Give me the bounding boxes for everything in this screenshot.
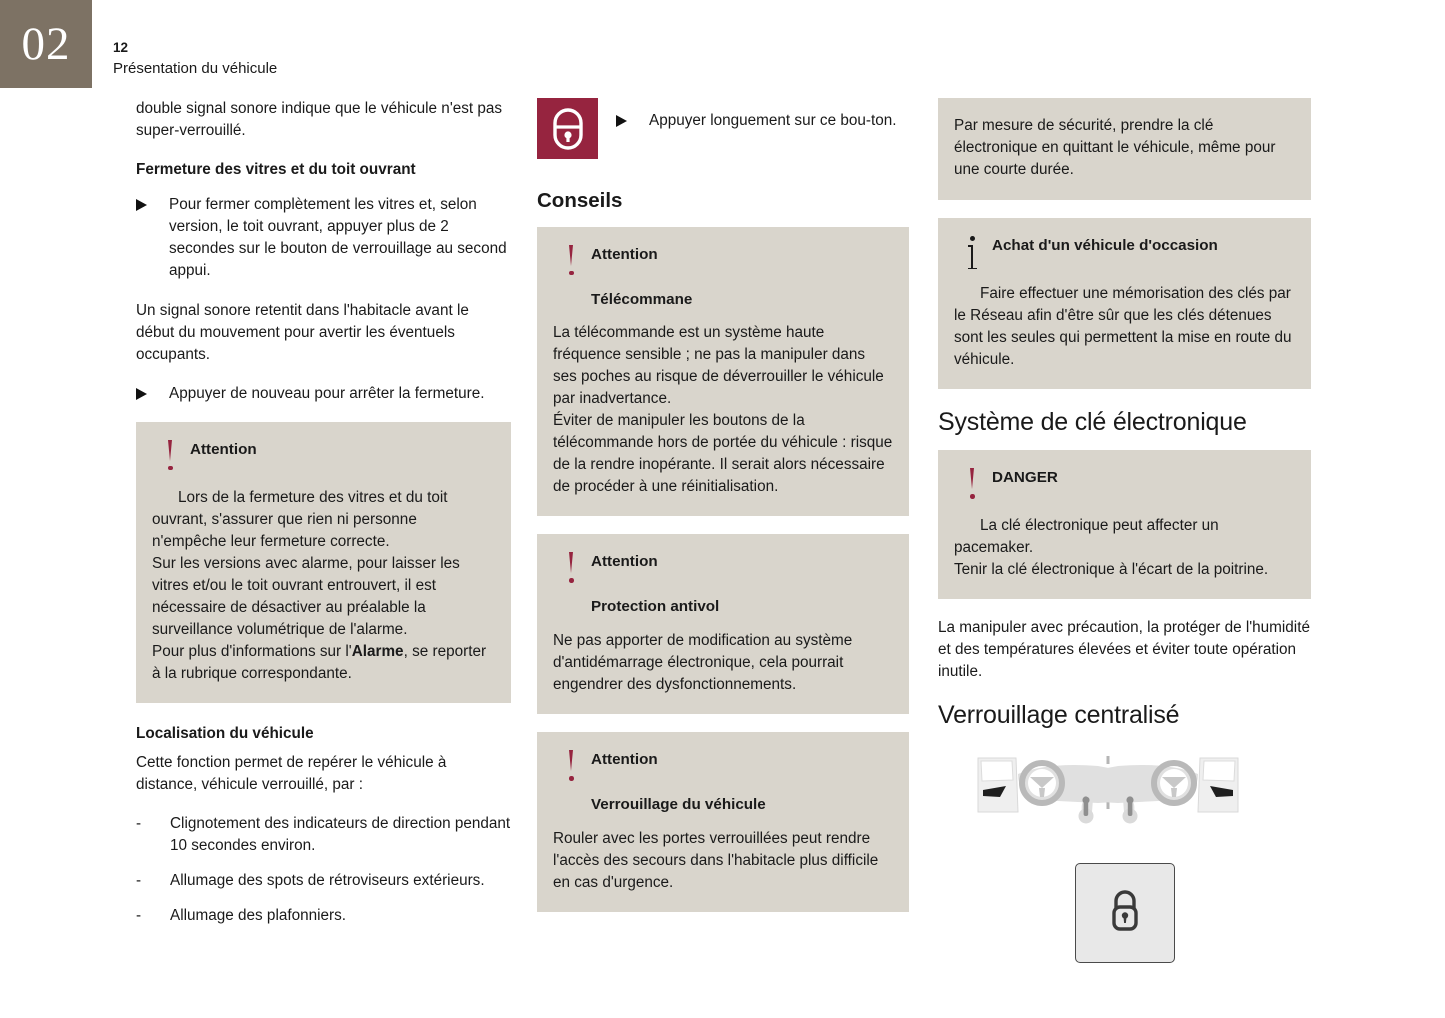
bullet-appuyer-text: Appuyer longuement sur ce bou-ton.: [649, 112, 897, 129]
heading-fermeture: Fermeture des vitres et du toit ouvrant: [136, 161, 416, 179]
callout-body-3-post: , se reporter à la rubrique correspondante.: [152, 642, 487, 682]
callout-body-3-pre: Pour plus d'informations sur l': [152, 642, 352, 660]
callout-header: [553, 244, 893, 279]
bullet-fermer: [136, 194, 511, 282]
info-callout-occasion: [938, 218, 1311, 389]
callout-body-text: Faire effectuer une mémorisation des clés par le Réseau afin d'être sûr que les clés détenues sont les seules qui permettent la mise en route du véhicule.: [954, 285, 1292, 369]
attention-callout-fermeture: [136, 422, 511, 703]
dash-bullet-icon: -: [136, 907, 142, 925]
heading-verrouillage-centralise: Verrouillage centralisé: [938, 701, 1180, 730]
page-header: [113, 40, 277, 78]
callout-title: Achat d'un véhicule d'occasion: [992, 237, 1218, 255]
central-lock-button[interactable]: [1075, 863, 1175, 963]
dash-bullet-icon: -: [136, 872, 142, 890]
paragraph-localisation: Cette fonction permet de repérer le véhicule à distance, véhicule verrouillé, par :: [136, 754, 447, 794]
callout-body-2: Éviter de manipuler les boutons de la télécommande hors de portée du véhicule : risque de la rendre inopérante. Il serait alors nécessaire de procéder à une réinitialisation.: [553, 412, 893, 496]
bullet-arreter-text: Appuyer de nouveau pour arrêter la fermeture.: [169, 384, 485, 402]
middle-column: [537, 98, 909, 930]
danger-body-2: Tenir la clé électronique à l'écart de la poitrine.: [954, 561, 1269, 579]
callout-body-2: Sur les versions avec alarme, pour laisser les vitres et/ou le toit ouvrant entrouvert, il est nécessaire de désactiver au préalable la surveillance volumétrique de l'alarme.: [152, 554, 460, 638]
lock-pill-icon: [537, 98, 598, 159]
danger-callout: [938, 450, 1311, 599]
bullet-fermer-text: Pour fermer complètement les vitres et, selon version, le toit ouvrant, appuyer plus de 2 secondes sur le bouton de verrouillage au second appui.: [169, 196, 507, 280]
list-item: [136, 905, 511, 927]
heading-systeme-cle: Système de clé électronique: [938, 408, 1247, 437]
callout-title: Attention: [591, 751, 658, 769]
chapter-tab: [0, 0, 92, 88]
intro-paragraph: double signal sonore indique que le véhicule n'est pas super-verrouillé.: [136, 100, 503, 140]
callout-body-1: Rouler avec les portes verrouillées peut rendre l'accès des secours dans l'habitacle plus difficile en cas d'urgence.: [553, 830, 879, 892]
dashboard-lhd-rhd-illustration: [938, 750, 1311, 837]
triangle-bullet-icon: [136, 388, 150, 405]
callout-header: [954, 235, 1295, 270]
callout-body-1-text: Lors de la fermeture des vitres et du toit ouvrant, s'assurer que rien ni personne n'empêche leur fermeture correcte.: [152, 488, 448, 550]
callout-body-3-bold: Alarme: [351, 642, 404, 660]
attention-callout-telecommande: [537, 227, 909, 517]
danger-body-1: [954, 515, 1295, 559]
callout-title: Attention: [591, 553, 658, 571]
exclamation-icon: [553, 551, 591, 586]
list-item-label: Allumage des spots de rétroviseurs extérieurs.: [170, 872, 485, 890]
callout-body-1: [152, 487, 495, 553]
callout-header: [152, 439, 495, 474]
exclamation-icon: [553, 749, 591, 784]
right-column: [938, 98, 1311, 963]
callout-header: [553, 551, 893, 586]
list-item: [136, 813, 511, 857]
exclamation-icon: [553, 244, 591, 279]
plain-callout-securite: [938, 98, 1311, 200]
exclamation-icon: [954, 467, 992, 502]
page-number: 12: [113, 40, 129, 55]
list-item-label: Allumage des plafonniers.: [170, 907, 347, 925]
attention-callout-antivol: [537, 534, 909, 714]
callout-subtitle: Télécommane: [591, 290, 693, 308]
callout-body-1: Ne pas apporter de modification au système d'antidémarrage électronique, cela pourrait engendrer des dysfonctionnements.: [553, 632, 853, 694]
callout-subtitle: Verrouillage du véhicule: [591, 796, 766, 814]
callout-body-1: La télécommande est un système haute fréquence sensible ; ne pas la manipuler dans ses poches au risque de déverrouiller le véhicule par inadvertance.: [553, 324, 884, 408]
paragraph-signal: Un signal sonore retentit dans l'habitacle avant le début du mouvement pour avertir les éventuels occupants.: [136, 301, 469, 363]
callout-body: [954, 283, 1295, 371]
paragraph-manipuler: La manipuler avec précaution, la protéger de l'humidité et des températures élevées et éviter toute opération inutile.: [938, 619, 1310, 681]
callout-subtitle: Protection antivol: [591, 598, 720, 616]
lock-badge-row: [537, 98, 909, 159]
chapter-number: 02: [21, 17, 71, 70]
heading-localisation: Localisation du véhicule: [136, 724, 314, 742]
callout-title: Attention: [190, 440, 257, 458]
list-item-label: Clignotement des indicateurs de direction pendant 10 secondes environ.: [170, 815, 511, 855]
exclamation-icon: [152, 439, 190, 474]
padlock-icon: [1106, 887, 1144, 938]
lock-button-wrapper: [938, 863, 1311, 963]
bullet-arreter: [136, 383, 511, 405]
list-item: [136, 870, 511, 892]
left-column: [136, 98, 511, 940]
plain-callout-text: Par mesure de sécurité, prendre la clé électronique en quittant le véhicule, même pour une courte durée.: [954, 117, 1276, 179]
danger-body-1-text: La clé électronique peut affecter un pacemaker.: [954, 517, 1219, 557]
callout-header: [553, 749, 893, 784]
triangle-bullet-icon: [616, 115, 630, 132]
triangle-bullet-icon: [136, 199, 150, 282]
dash-bullet-icon: -: [136, 815, 142, 833]
callout-title: DANGER: [992, 469, 1058, 487]
heading-conseils: Conseils: [537, 189, 623, 212]
bullet-appuyer: [598, 98, 896, 132]
info-icon: [954, 235, 992, 270]
callout-body-3: [152, 641, 495, 685]
section-title: Présentation du véhicule: [113, 59, 278, 77]
callout-title: Attention: [591, 245, 658, 263]
attention-callout-verrouillage: [537, 732, 909, 912]
callout-header: [954, 467, 1295, 502]
